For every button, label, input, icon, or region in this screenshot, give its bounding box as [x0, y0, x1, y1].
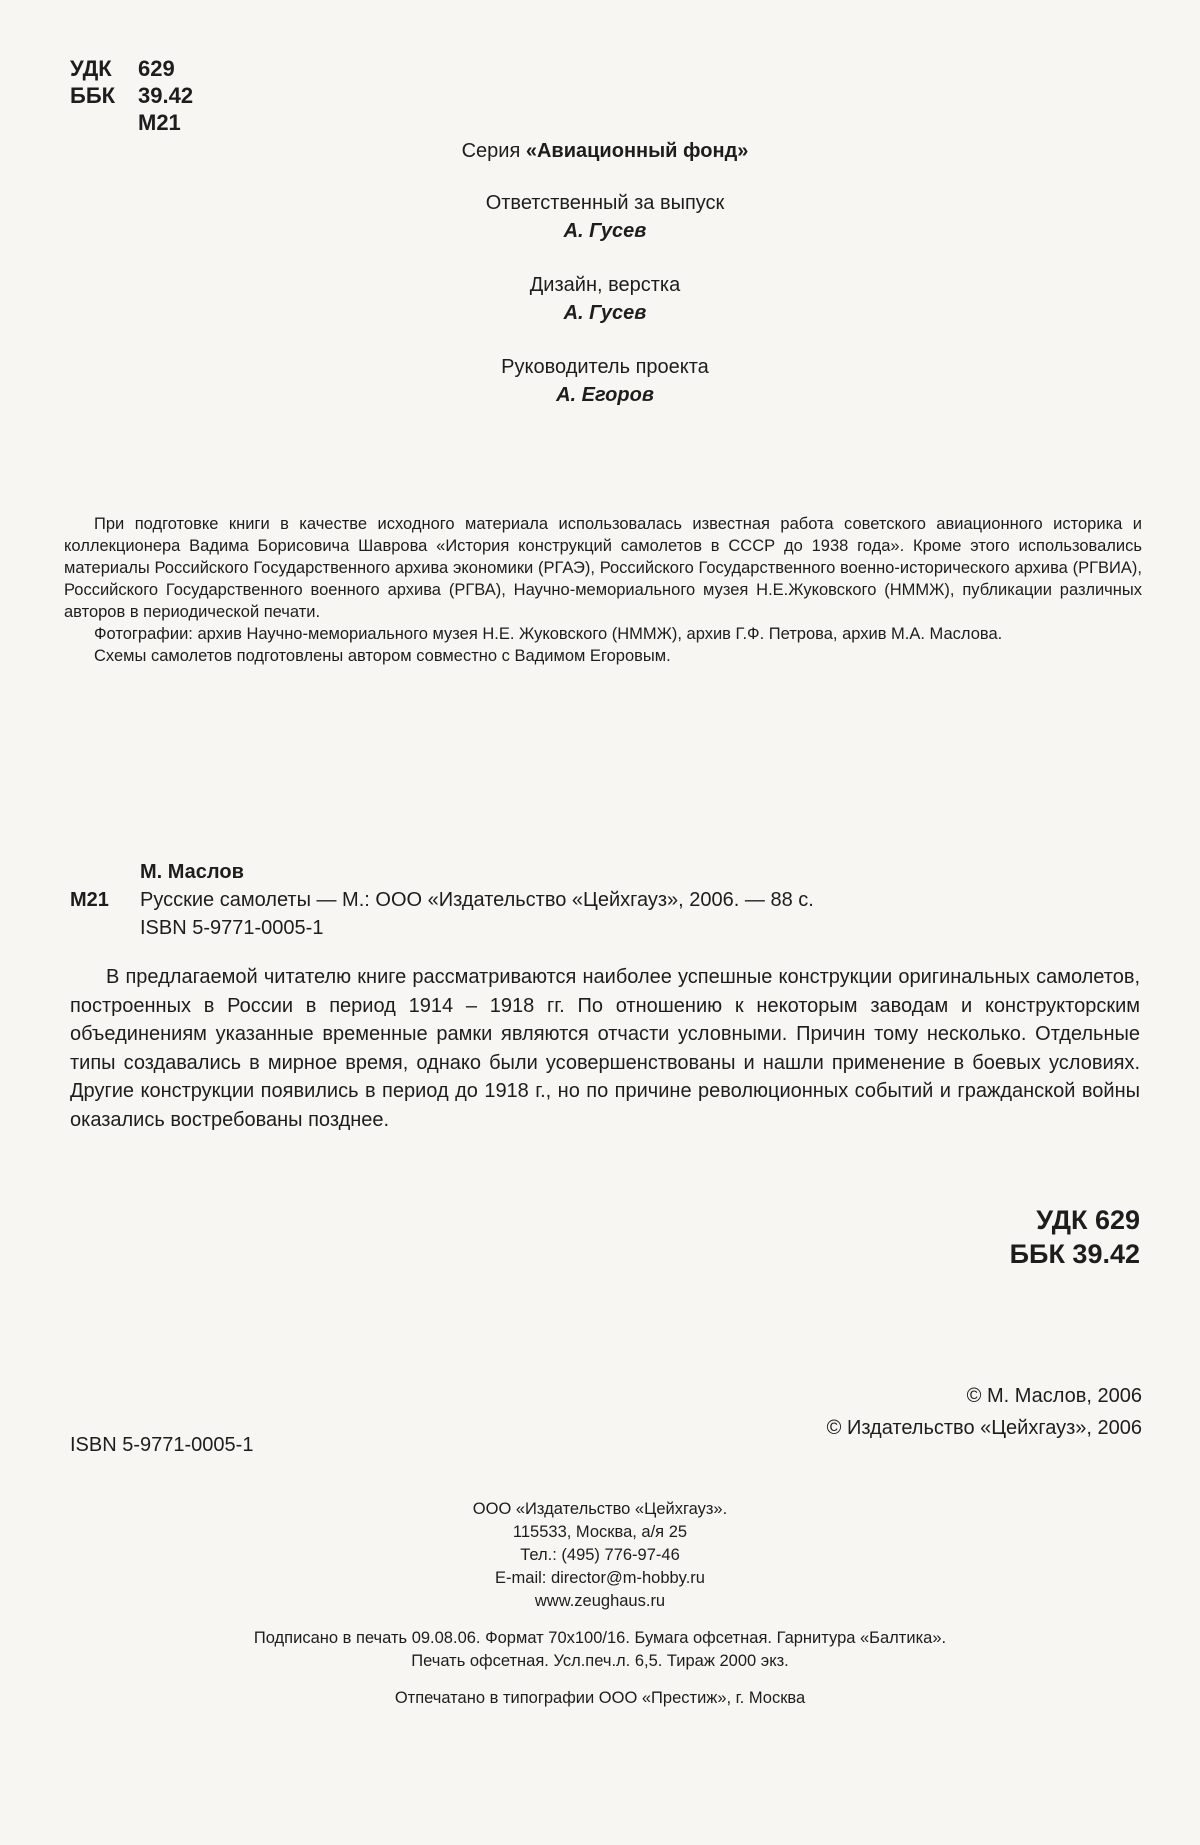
series-line: [360, 140, 850, 163]
release-role: Ответственный за выпуск: [485, 192, 725, 214]
catalog-description: Русские самолеты — М.: ООО «Издательство «Цейхгауз», 2006. — 88 с.: [140, 889, 814, 911]
catalog-code: М21: [70, 889, 109, 911]
imprint-address: 115533, Москва, а/я 25: [512, 1523, 688, 1541]
catalog-isbn: ISBN 5-9771-0005-1: [140, 917, 324, 939]
catalog-author: М. Маслов: [140, 861, 244, 883]
release-credit: [360, 189, 850, 245]
release-name: А. Гусев: [563, 220, 647, 242]
bbk-value: 39.42: [138, 83, 194, 108]
imprint-publisher: ООО «Издательство «Цейхгауз».: [472, 1500, 728, 1518]
design-name: А. Гусев: [563, 302, 647, 324]
credits-block: [360, 140, 850, 435]
book-abstract: [70, 963, 1140, 1134]
udk-label: УДК: [70, 56, 112, 81]
imprint-printer: Отпечатано в типографии ООО «Престиж», г. Москва: [394, 1689, 806, 1707]
imprint-phone: Тел.: (495) 776-97-46: [520, 1546, 680, 1564]
isbn-bottom: ISBN 5-9771-0005-1: [70, 1434, 254, 1456]
project-role: Руководитель проекта: [501, 356, 709, 378]
design-role: Дизайн, верстка: [529, 274, 681, 296]
series-prefix: Серия: [461, 140, 521, 162]
bbk-code: ББК 39.42: [1009, 1239, 1140, 1269]
imprint-email: E-mail: director@m-hobby.ru: [495, 1569, 705, 1587]
design-credit: [360, 271, 850, 327]
imprint-block: [0, 1498, 1200, 1710]
udk-value: 629: [138, 56, 175, 81]
abstract-text: В предлагаемой читателю книге рассматриваются наиболее успешные конструкции оригинальных самолетов, построенных в России в период 1914 – 1918 гг. По отношению к некоторым заводам и конструкторским объединениям указанные временные рамки являются отчасти условными. Причин тому несколько. Отдельные типы создавались в мирное время, однако были усовершенствованы и нашли применение в боевых условиях. Другие конструкции появились в период до 1918 г., но по причине революционных событий и гражданской войны оказались востребованы позднее.: [70, 966, 1140, 1131]
classification-codes-bottom: [1010, 1203, 1140, 1271]
copyright-publisher: © Издательство «Цейхгауз», 2006: [826, 1417, 1142, 1439]
bbk-label: ББК: [70, 83, 116, 108]
imprint-website: www.zeughaus.ru: [534, 1592, 666, 1610]
project-credit: [360, 353, 850, 409]
catalog-entry: [70, 858, 814, 942]
series-name: «Авиационный фонд»: [525, 140, 749, 162]
source-notes: [64, 513, 1142, 667]
sources-paragraph: При подготовке книги в качестве исходного материала использовалась известная работа советского авиационного историка и коллекционера Вадима Борисовича Шаврова «История конструкций самолетов в СССР до 1938 года». Кроме этого использовались материалы Российского Государственного архива экономики (РГАЭ), Российского Государственного военно-исторического архива (РГВИА), Российского Государственного военного архива (РГВА), Научно-мемориального музея Н.Е.Жуковского (НММЖ), публикации различных авторов в периодической печати.: [64, 515, 1142, 621]
copyright-block: [827, 1380, 1142, 1444]
schemes-paragraph: Схемы самолетов подготовлены автором совместно с Вадимом Егоровым.: [94, 647, 671, 665]
imprint-print-details-1: Подписано в печать 09.08.06. Формат 70х100/16. Бумага офсетная. Гарнитура «Балтика».: [253, 1629, 947, 1647]
photos-paragraph: Фотографии: архив Научно-мемориального музея Н.Е. Жуковского (НММЖ), архив Г.Ф. Петрова, архив М.А. Маслова.: [94, 625, 1003, 643]
imprint-print-details-2: Печать офсетная. Усл.печ.л. 6,5. Тираж 2000 экз.: [411, 1652, 789, 1670]
udk-code: УДК 629: [1036, 1205, 1140, 1235]
copyright-author: © М. Маслов, 2006: [966, 1385, 1142, 1407]
project-name: А. Егоров: [556, 384, 654, 406]
author-code: М21: [138, 110, 181, 135]
classification-codes-top: [70, 55, 193, 136]
